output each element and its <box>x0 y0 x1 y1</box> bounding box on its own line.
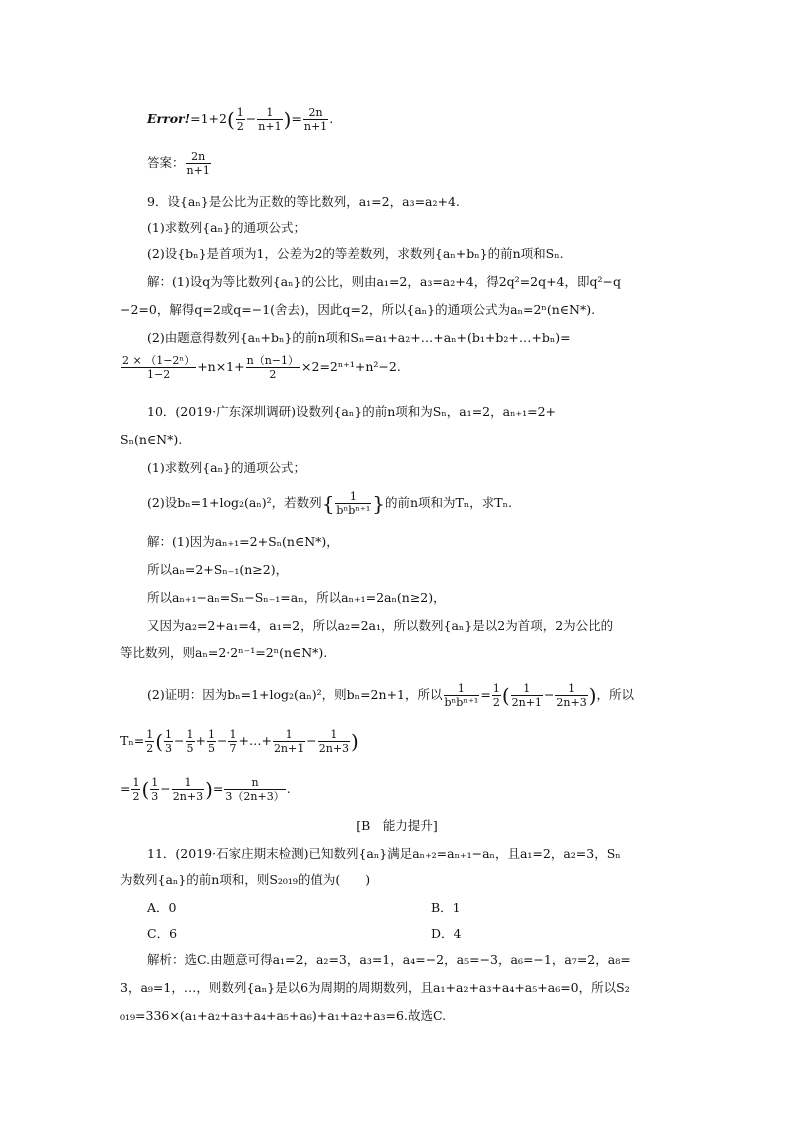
formula-text: Tₙ= <box>120 733 145 748</box>
fraction: $\frac{1}{2}$ <box>492 682 500 709</box>
solution-9-line-3: (2)由题意得数列{aₙ+bₙ}的前n项和Sₙ=a₁+a₂+…+aₙ+(b₁+b₂+…+bₙ)= <box>147 330 571 345</box>
option-c: C．6 <box>147 926 178 941</box>
paren-close: ) <box>205 777 213 802</box>
formula-text: − <box>543 687 555 702</box>
brace-close: } <box>372 491 385 516</box>
fraction: $\frac{1}{2n+3}$ <box>556 682 587 709</box>
solution-9-line-2: −2=0，解得q=2或q=−1(舍去)，因此q=2，所以{aₙ}的通项公式为aₙ=2ⁿ(n∈N*). <box>120 302 596 317</box>
paren-open: ( <box>501 683 510 708</box>
solution-10-line-3: 所以aₙ₊₁−aₙ=Sₙ−Sₙ₋₁=aₙ，所以aₙ₊₁=2aₙ(n≥2)， <box>147 590 446 605</box>
fraction: $\frac{1}{2}$ <box>236 106 244 133</box>
formula-text: = <box>212 781 224 796</box>
solution-10-line-4: 又因为a₂=2+a₁=4，a₁=2，所以a₂=2a₁，所以数列{aₙ}是以2为首项，2为公比的 <box>147 618 614 633</box>
fraction: $\frac{1}{3}$ <box>151 776 159 803</box>
question-10-part-2 <box>147 490 512 517</box>
fraction: $\frac{1}{2n+3}$ <box>318 728 350 755</box>
answer-line <box>147 150 212 177</box>
fraction: $\frac{1}{3}$ <box>165 728 173 755</box>
formula-text: . <box>286 781 291 796</box>
paren-close: ) <box>351 729 359 754</box>
fraction: $\frac{2n}{n+1}$ <box>303 106 328 133</box>
question-9-part-1: (1)求数列{aₙ}的通项公式； <box>147 220 306 235</box>
formula-text: 的前n项和为Tₙ，求Tₙ. <box>384 495 512 510</box>
fraction: $\frac{n}{3(2n+3)}$ <box>225 776 285 803</box>
solution-10-line-5: 等比数列，则aₙ=2·2ⁿ⁻¹=2ⁿ(n∈N*). <box>120 645 328 660</box>
paren-close: ) <box>283 107 292 132</box>
fraction: $\frac{1}{2}$ <box>146 728 154 755</box>
formula-text: +…+ <box>238 733 272 748</box>
fraction: $\frac{1}{\text{bⁿbⁿ⁺¹}}$ <box>336 490 371 517</box>
answer-fraction: $\frac{2n}{n+1}$ <box>186 150 210 177</box>
section-heading: [B 能力提升] <box>356 818 438 833</box>
formula-text: − <box>160 781 171 796</box>
fraction: $\frac{n(n-1)}{2}$ <box>246 354 300 381</box>
fraction: $\frac{1}{5}$ <box>186 728 194 755</box>
fraction: $\frac{1}{7}$ <box>229 728 237 755</box>
paren-open: ( <box>226 107 235 132</box>
question-10-part-1: (1)求数列{aₙ}的通项公式； <box>147 460 306 475</box>
formula-text: (2)证明：因为bₙ=1+log₂(aₙ)²，则bₙ=2n+1，所以 <box>147 687 443 702</box>
solution-11-line-2: 3，a₉=1，…，则数列{aₙ}是以6为周期的周期数列，且a₁+a₂+a₃+a₄+a₅+a₆=0，所以S₂ <box>120 980 630 995</box>
question-11-line-2: 为数列{aₙ}的前n项和，则S₂₀₁₉的值为( ) <box>120 872 371 887</box>
fraction: $\frac{1}{2n+1}$ <box>511 682 542 709</box>
fraction: $\frac{\text{2 × （1−2ⁿ）}}{1-2}$ <box>122 354 196 381</box>
formula-text: + <box>195 733 206 748</box>
formula-text: − <box>217 733 228 748</box>
solution-9-line-1: 解：(1)设q为等比数列{aₙ}的公比，则由a₁=2，a₃=a₂+4，得2q²=2q+4，即q²−q <box>147 274 621 289</box>
formula-text: − <box>174 733 185 748</box>
question-9: 9．设{aₙ}是公比为正数的等比数列，a₁=2，a₃=a₂+4. <box>147 194 460 209</box>
formula-text: = <box>120 781 131 796</box>
fraction: $\frac{1}{2n+3}$ <box>172 776 204 803</box>
solution-11-line-3: ₀₁₉=336×(a₁+a₂+a₃+a₄+a₅+a₆)+a₁+a₂+a₃=6.故选C. <box>120 1008 447 1023</box>
fraction: $\frac{1}{\text{bⁿbⁿ⁺¹}}$ <box>444 682 479 709</box>
answer-label: 答案： <box>147 155 185 170</box>
formula-text: . <box>329 111 334 126</box>
option-d: D．4 <box>431 926 462 941</box>
fraction: $\frac{1}{n+1}$ <box>258 106 282 133</box>
option-b: B．1 <box>431 900 461 915</box>
formula-text: = <box>480 687 491 702</box>
formula-text: +n×1+ <box>197 359 245 374</box>
solution-10-result-line <box>120 776 291 803</box>
question-11-line-1: 11．(2019·石家庄期末检测)已知数列{aₙ}满足aₙ₊₂=aₙ₊₁−aₙ，且a₁=2，a₂=3，Sₙ <box>147 846 621 861</box>
solution-10-line-1: 解：(1)因为aₙ₊₁=2+Sₙ(n∈N*)， <box>147 534 339 549</box>
solution-10-tn-line <box>120 728 359 755</box>
question-9-part-2: (2)设{bₙ}是首项为1，公差为2的等差数列，求数列{aₙ+bₙ}的前n项和Sₙ. <box>147 246 564 261</box>
formula-text: − <box>245 111 257 126</box>
option-a: A．0 <box>147 900 177 915</box>
formula-text: (2)设bₙ=1+log₂(aₙ)²，若数列 <box>147 495 322 510</box>
solution-9-fraction-line <box>120 354 401 381</box>
formula-text: − <box>306 733 317 748</box>
solution-10-line-2: 所以aₙ=2+Sₙ₋₁(n≥2)， <box>147 562 289 577</box>
solution-11-line-1: 解析：选C.由题意可得a₁=2，a₂=3，a₃=1，a₄=−2，a₅=−3，a₆=−1，a₇=2，a₈= <box>147 952 631 967</box>
formula-text: = <box>291 111 302 126</box>
error-marker: Error! <box>147 111 191 126</box>
brace-open: { <box>321 491 335 516</box>
formula-line-1 <box>147 106 333 133</box>
question-10-line-2: Sₙ(n∈N*). <box>120 432 183 447</box>
formula-text: ，所以 <box>596 687 635 702</box>
question-10-line-1: 10．(2019·广东深圳调研)设数列{aₙ}的前n项和为Sₙ，a₁=2，aₙ₊₁=2+ <box>147 404 556 419</box>
paren-open: ( <box>141 777 150 802</box>
paren-close: ) <box>588 683 597 708</box>
solution-10-proof-line <box>147 682 634 709</box>
fraction: $\frac{1}{2n+1}$ <box>273 728 305 755</box>
fraction: $\frac{1}{5}$ <box>208 728 215 755</box>
formula-text: ×2=2ⁿ⁺¹+n²−2. <box>301 359 401 374</box>
paren-open: ( <box>155 729 164 754</box>
formula-text: =1+2 <box>190 111 227 126</box>
fraction: $\frac{1}{2}$ <box>132 776 140 803</box>
